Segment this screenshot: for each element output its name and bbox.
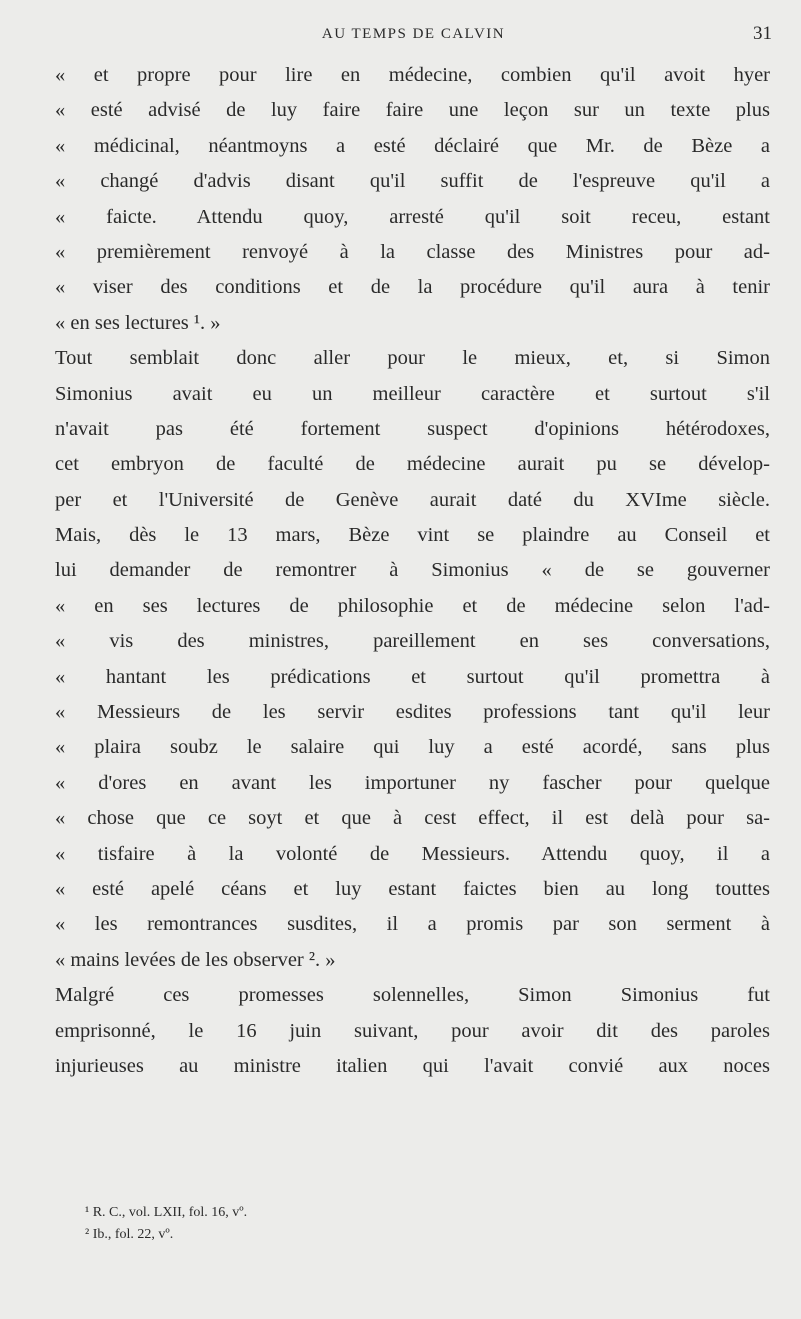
text-line: « hantant les prédications et surtout qu'il promettra à	[55, 665, 770, 688]
text-line: n'avait pas été fortement suspect d'opinions hétérodoxes,	[55, 417, 770, 440]
text-line: « chose que ce soyt et que à cest effect, il est delà pour sa-	[55, 807, 770, 830]
body-text	[55, 58, 770, 1084]
text-line: « les remontrances susdites, il a promis par son serment à	[55, 913, 770, 936]
text-line: « esté advisé de luy faire faire une leçon sur un texte plus	[55, 99, 770, 122]
text-line: « plaira soubz le salaire qui luy a esté acordé, sans plus	[55, 736, 770, 759]
text-line: « en ses lectures de philosophie et de médecine selon l'ad-	[55, 594, 770, 617]
text-line: Mais, dès le 13 mars, Bèze vint se plaindre au Conseil et	[55, 524, 770, 547]
text-line: « et propre pour lire en médecine, combien qu'il avoit hyer	[55, 64, 770, 86]
text-line: lui demander de remontrer à Simonius « de se gouverner	[55, 559, 770, 582]
text-line: « changé d'advis disant qu'il suffit de l'espreuve qu'il a	[55, 170, 770, 193]
footnote-2: ² Ib., fol. 22, vº.	[85, 1227, 174, 1242]
text-line: cet embryon de faculté de médecine aurait pu se dévelop-	[55, 453, 770, 476]
text-line: « tisfaire à la volonté de Messieurs. Attendu quoy, il a	[55, 842, 770, 865]
text-line: emprisonné, le 16 juin suivant, pour avoir dit des paroles	[55, 1019, 770, 1042]
text-line: « esté apelé céans et luy estant faictes bien au long touttes	[55, 877, 770, 900]
text-line: « Messieurs de les servir esdites professions tant qu'il leur	[55, 701, 770, 724]
text-line: « mains levées de les observer ². »	[55, 948, 336, 971]
running-head	[55, 20, 772, 48]
text-line: Malgré ces promesses solennelles, Simon Simonius fut	[55, 984, 770, 1007]
text-line: per et l'Université de Genève aurait daté du XVIme siècle.	[55, 488, 770, 511]
text-line: « médicinal, néantmoyns a esté déclairé que Mr. de Bèze a	[55, 134, 770, 157]
footnotes	[85, 1202, 485, 1246]
text-line: injurieuses au ministre italien qui l'avait convié aux noces	[55, 1054, 770, 1077]
text-line: « faicte. Attendu quoy, arresté qu'il soit receu, estant	[55, 205, 770, 228]
footnote-1: ¹ R. C., vol. LXII, fol. 16, vº.	[85, 1205, 248, 1220]
text-line: Tout semblait donc aller pour le mieux, et, si Simon	[55, 347, 770, 370]
text-line: « premièrement renvoyé à la classe des Ministres pour ad-	[55, 240, 770, 263]
text-line: « vis des ministres, pareillement en ses conversations,	[55, 630, 770, 653]
text-line: « viser des conditions et de la procédure qu'il aura à tenir	[55, 276, 770, 299]
running-title: AU TEMPS DE CALVIN	[321, 26, 506, 42]
text-line: « en ses lectures ¹. »	[55, 311, 221, 334]
text-line: « d'ores en avant les importuner ny fascher pour quelque	[55, 771, 770, 794]
text-line: Simonius avait eu un meilleur caractère et surtout s'il	[55, 382, 770, 405]
page-number: 31	[753, 23, 772, 44]
